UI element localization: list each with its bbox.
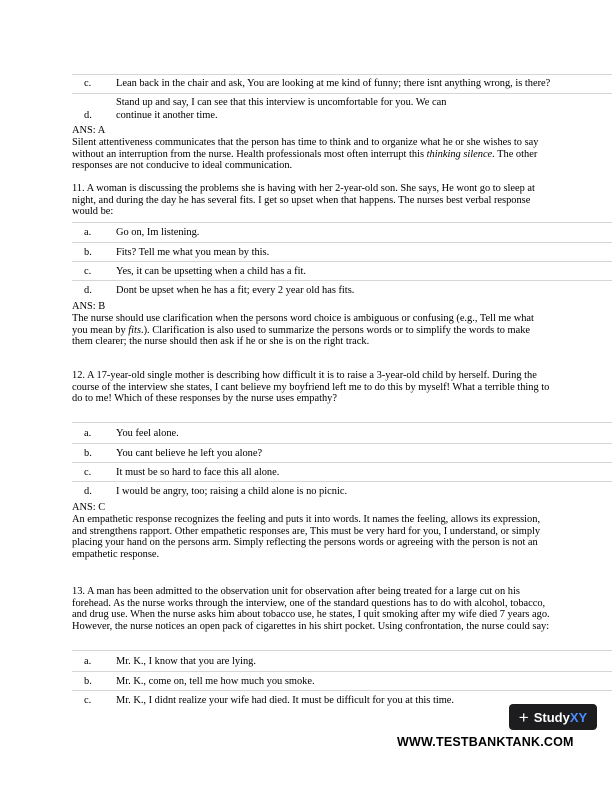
table-divider	[72, 481, 612, 482]
option-letter: d.	[84, 486, 92, 497]
table-divider	[72, 690, 612, 691]
option-text: Fits? Tell me what you mean by this.	[116, 247, 270, 258]
rationale-paragraph: Silent attentiveness communicates that the person has time to think and to organize what he or she wishes to say without an interruption from the nurse. Health professionals most often interrupt this thinking silence. The other responses are not conducive to ideal communication.	[72, 137, 539, 172]
answer-label: ANS: C	[72, 502, 106, 513]
table-divider	[72, 671, 612, 672]
option-text: Go on, Im listening.	[116, 227, 200, 238]
table-divider	[72, 280, 612, 281]
answer-label: ANS: A	[72, 125, 106, 136]
table-divider	[72, 422, 612, 423]
option-letter: b.	[84, 247, 92, 258]
footer-watermark: WWW.TESTBANKTANK.COM	[397, 735, 574, 749]
option-text: You cant believe he left you alone?	[116, 448, 263, 459]
option-text: It must be so hard to face this all alone.	[116, 467, 280, 478]
table-divider	[72, 74, 612, 75]
option-text: Mr. K., I didnt realize your wife had died. It must be difficult for you at this time.	[116, 695, 455, 706]
option-text: Mr. K., come on, tell me how much you smoke.	[116, 676, 315, 687]
question-stem: 13. A man has been admitted to the observation unit for observation after being treated for a large cut on his forehead. As the nurse works through the interview, one of the standard questions has to do with alcohol, tobacco, and drug use. When the nurse asks him about tobacco use, he states, I quit smoking after my wife died 7 years ago. However, the nurse notices an open pack of cigarettes in his shirt pocket. Using confrontation, the nurse could say:	[72, 586, 550, 632]
table-divider	[72, 93, 612, 94]
option-text-line: continue it another time.	[116, 110, 218, 121]
question-stem: 12. A 17-year-old single mother is describing how difficult it is to raise a 3-year-old child by herself. During the course of the interview she states, I cant believe my boyfriend left me to do this by myself! What a terrible thing to do to me! Which of these responses by the nurse uses empathy?	[72, 370, 550, 405]
option-letter: c.	[84, 78, 92, 89]
option-text: I would be angry, too; raising a child alone is no picnic.	[116, 486, 348, 497]
rationale-paragraph: An empathetic response recognizes the feeling and puts it into words. It names the feeling, allows its expression, and strengthens rapport. Other empathetic responses are, This must be very hard for you, I understand, or simply placing your hand on the persons arm. Simply reflecting the persons words or agreeing with the person is not an empathetic response.	[72, 514, 541, 560]
plus-icon: +	[518, 707, 529, 727]
table-divider	[72, 462, 612, 463]
option-letter: d.	[84, 285, 92, 296]
option-letter: b.	[84, 676, 92, 687]
option-letter: a.	[84, 227, 92, 238]
option-letter: a.	[84, 428, 92, 439]
option-letter: c.	[84, 695, 92, 706]
option-text: Yes, it can be upsetting when a child has a fit.	[116, 266, 306, 277]
table-divider	[72, 261, 612, 262]
option-letter: a.	[84, 656, 92, 667]
option-letter: b.	[84, 448, 92, 459]
table-divider	[72, 443, 612, 444]
studyxy-badge[interactable]: + Study XY	[509, 704, 597, 730]
question-stem: 11. A woman is discussing the problems she is having with her 2-year-old son. She says, He wont go to sleep at night, and during the day he has several fits. I get so upset when that happens. The nurses best verbal response would be:	[72, 183, 535, 218]
table-divider	[72, 222, 612, 223]
option-text: You feel alone.	[116, 428, 179, 439]
table-divider	[72, 650, 612, 651]
option-letter: c.	[84, 467, 92, 478]
answer-label: ANS: B	[72, 301, 106, 312]
table-divider	[72, 242, 612, 243]
option-text: Mr. K., I know that you are lying.	[116, 656, 256, 667]
rationale-paragraph: The nurse should use clarification when the persons word choice is ambiguous or confusing (e.g., Tell me what you mean by fits.). Clarification is also used to summarize the persons words or to simplify the words to make them clearer; the nurse should then ask if he or she is on the right track.	[72, 313, 534, 348]
option-letter: c.	[84, 266, 92, 277]
option-letter: d.	[84, 110, 92, 121]
option-text: Lean back in the chair and ask, You are looking at me kind of funny; there isnt anything wrong, is there?	[116, 78, 551, 89]
option-text-line: Stand up and say, I can see that this interview is uncomfortable for you. We can	[116, 97, 447, 108]
option-text: Dont be upset when he has a fit; every 2 year old has fits.	[116, 285, 355, 296]
